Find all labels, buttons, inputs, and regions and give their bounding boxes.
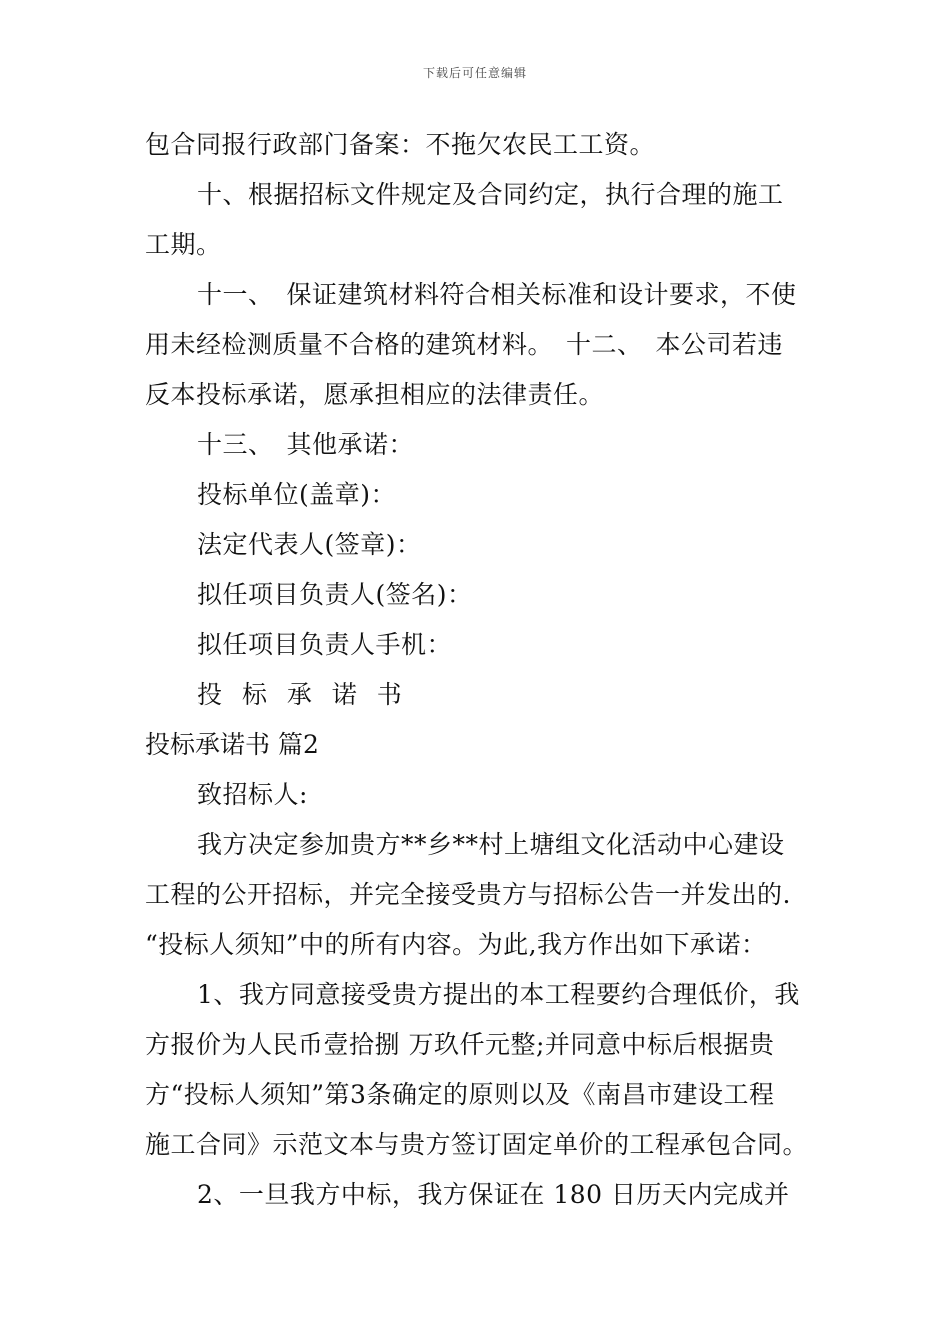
paragraph-line: 反本投标承诺，愿承担相应的法律责任。 [145, 380, 605, 409]
paragraph-line: 工程的公开招标，并完全接受贵方与招标公告一并发出的. [145, 880, 791, 909]
signature-field-project-lead: 拟任项目负责人(签名)： [197, 580, 473, 609]
paragraph-line: 十一、 保证建筑材料符合相关标准和设计要求，不使 [197, 280, 797, 309]
salutation: 致招标人: [197, 780, 308, 809]
paragraph-line: 方报价为人民币壹拾捌 万玖仟元整;并同意中标后根据贵 [145, 1030, 775, 1059]
signature-field-legal-rep: 法定代表人(签章)： [197, 530, 422, 559]
paragraph-line: “投标人须知”中的所有内容。为此,我方作出如下承诺： [145, 930, 767, 959]
paragraph-line: 十三、 其他承诺： [197, 430, 415, 459]
paragraph-line: 方“投标人须知”第3条确定的原则以及《南昌市建设工程 [145, 1080, 775, 1109]
paragraph-line: 十、根据招标文件规定及合同约定，执行合理的施工 [197, 180, 784, 209]
section-heading: 投标承诺书 篇2 [145, 730, 319, 759]
signature-field-project-lead-phone: 拟任项目负责人手机： [197, 630, 453, 659]
paragraph-line: 包合同报行政部门备案：不拖欠农民工工资。 [145, 130, 656, 159]
paragraph-line: 工期。 [145, 230, 222, 259]
paragraph-line: 2、一旦我方中标，我方保证在 180 日历天内完成并 [197, 1180, 790, 1209]
page-header: 下载后可任意编辑 [422, 66, 527, 80]
paragraph-line: 1、我方同意接受贵方提出的本工程要约合理低价，我 [197, 980, 800, 1009]
section-title: 投 标 承 诺 书 [197, 680, 408, 709]
document-body [145, 120, 807, 1220]
signature-field-bidder: 投标单位(盖章)： [197, 480, 397, 509]
paragraph-line: 施工合同》示范文本与贵方签订固定单价的工程承包合同。 [145, 1130, 809, 1159]
paragraph-line: 用未经检测质量不合格的建筑材料。 十二、 本公司若违 [145, 330, 784, 359]
paragraph-line: 我方决定参加贵方**乡**村上塘组文化活动中心建设 [197, 830, 785, 859]
